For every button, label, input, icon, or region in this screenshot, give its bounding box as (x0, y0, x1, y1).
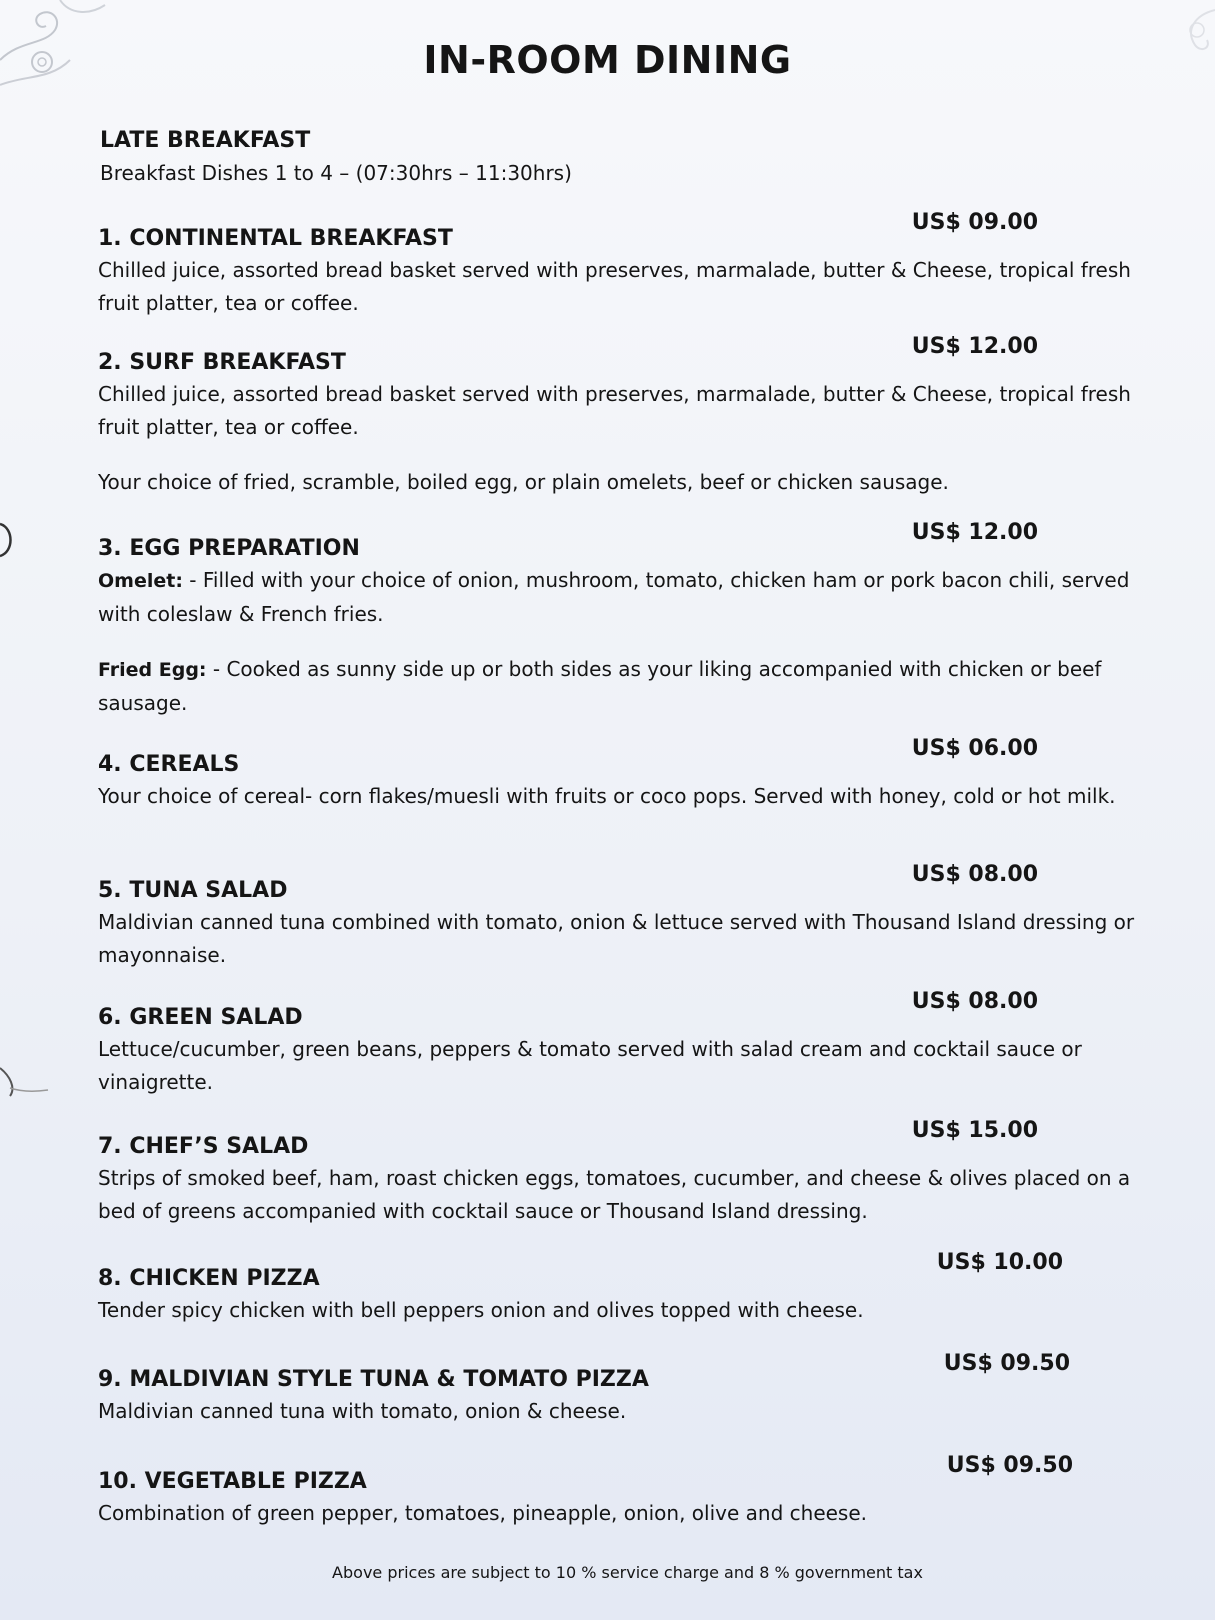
page-title: IN-ROOM DINING (423, 38, 792, 82)
option-label: Fried Egg: (98, 659, 207, 681)
item-name: 8. CHICKEN PIZZA (98, 1266, 320, 1291)
item-price: US$ 12.00 (911, 520, 1038, 545)
item-description: Maldivian canned tuna with tomato, onion & cheese. (98, 1399, 627, 1423)
item-extra-note: Your choice of fried, scramble, boiled egg, or plain omelets, beef or chicken sausage. (98, 470, 949, 494)
section-subtitle: Breakfast Dishes 1 to 4 – (07:30hrs – 11:30hrs) (100, 161, 572, 185)
item-price: US$ 09.00 (911, 210, 1038, 235)
item-price: US$ 09.50 (943, 1351, 1070, 1376)
item-description: Chilled juice, assorted bread basket served with preserves, marmalade, butter & Cheese, tropical fresh fruit platter, tea or coffee. (98, 382, 1131, 439)
menu-item (98, 1351, 1138, 1428)
item-description: Maldivian canned tuna combined with tomato, onion & lettuce served with Thousand Island dressing or mayonnaise. (98, 910, 1135, 967)
item-name: 7. CHEF’S SALAD (98, 1134, 309, 1159)
item-name: 10. VEGETABLE PIZZA (98, 1469, 367, 1494)
item-name: 4. CEREALS (98, 752, 240, 777)
item-name: 6. GREEN SALAD (98, 1005, 303, 1030)
item-name: 2. SURF BREAKFAST (98, 350, 346, 375)
binder-ring-icon (0, 1062, 50, 1102)
item-option-omelet (98, 564, 1138, 631)
option-text: - Cooked as sunny side up or both sides as your liking accompanied with chicken or beef sausage. (98, 657, 1102, 715)
item-price: US$ 06.00 (911, 736, 1038, 761)
item-name: 9. MALDIVIAN STYLE TUNA & TOMATO PIZZA (98, 1367, 649, 1392)
item-description: Combination of green pepper, tomatoes, pineapple, onion, olive and cheese. (98, 1501, 868, 1525)
item-description: Strips of smoked beef, ham, roast chicken eggs, tomatoes, cucumber, and cheese & olives placed on a bed of greens accompanied with cocktail sauce or Thousand Island dressing. (98, 1166, 1131, 1223)
menu-item (98, 210, 1138, 320)
item-price: US$ 10.00 (936, 1250, 1063, 1275)
item-price: US$ 08.00 (911, 862, 1038, 887)
item-option-fried-egg (98, 653, 1138, 720)
item-description: Chilled juice, assorted bread basket served with preserves, marmalade, butter & Cheese, tropical fresh fruit platter, tea or coffee. (98, 258, 1131, 315)
item-price: US$ 12.00 (911, 334, 1038, 359)
item-name: 3. EGG PREPARATION (98, 536, 360, 561)
menu-item (98, 334, 1138, 499)
item-description: Lettuce/cucumber, green beans, peppers & tomato served with salad cream and cocktail sauce or vinaigrette. (98, 1037, 1082, 1094)
item-price: US$ 08.00 (911, 989, 1038, 1014)
binder-ring-icon (0, 520, 22, 560)
menu-item (98, 1250, 1138, 1327)
section-title: LATE BREAKFAST (100, 128, 311, 153)
menu-item (98, 1118, 1158, 1228)
menu-item (98, 736, 1138, 813)
option-label: Omelet: (98, 570, 183, 592)
menu-item (98, 1453, 1138, 1530)
item-description: Your choice of cereal- corn flakes/muesli with fruits or coco pops. Served with honey, cold or hot milk. (98, 784, 1116, 808)
section-header (100, 128, 572, 185)
tax-footnote: Above prices are subject to 10 % service charge and 8 % government tax (332, 1563, 923, 1582)
item-name: 5. TUNA SALAD (98, 878, 288, 903)
item-description: Tender spicy chicken with bell peppers onion and olives topped with cheese. (98, 1298, 864, 1322)
item-price: US$ 15.00 (911, 1118, 1038, 1143)
menu-item (98, 989, 1138, 1099)
menu-item (98, 520, 1138, 720)
option-text: - Filled with your choice of onion, mushroom, tomato, chicken ham or pork bacon chili, served with coleslaw & French fries. (98, 568, 1130, 626)
item-name: 1. CONTINENTAL BREAKFAST (98, 226, 453, 251)
menu-item (98, 862, 1138, 972)
item-price: US$ 09.50 (946, 1453, 1073, 1478)
